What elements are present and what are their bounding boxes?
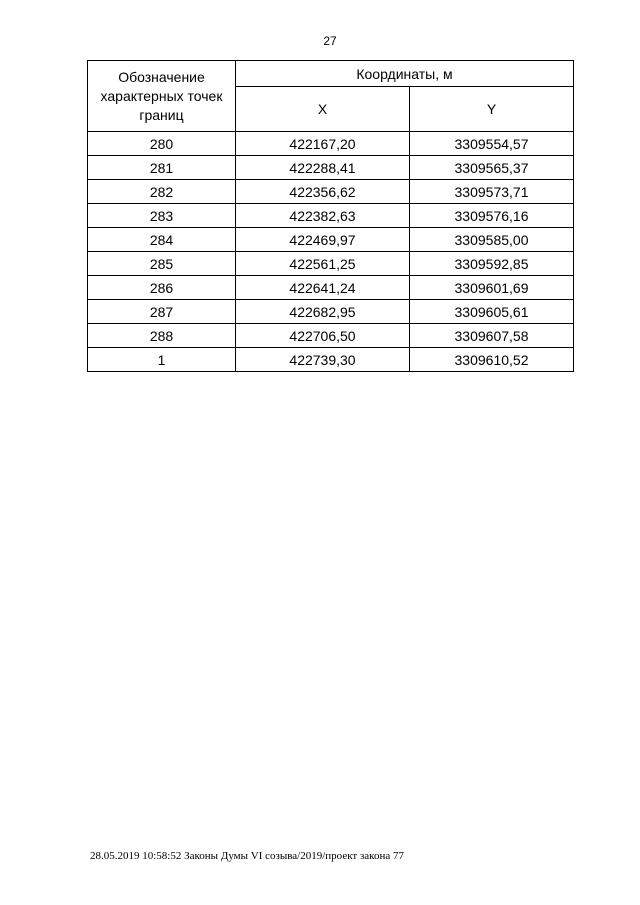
point-cell: 285 — [88, 252, 236, 276]
point-column-header: Обозначение характерных точек границ — [88, 61, 236, 132]
coordinates-group-header: Координаты, м — [236, 61, 574, 87]
table-row — [88, 156, 574, 180]
x-cell: 422288,41 — [236, 156, 410, 180]
point-cell: 1 — [88, 348, 236, 372]
x-cell: 422706,50 — [236, 324, 410, 348]
x-cell: 422739,30 — [236, 348, 410, 372]
y-cell: 3309585,00 — [410, 228, 574, 252]
x-column-header: X — [236, 87, 410, 132]
x-cell: 422641,24 — [236, 276, 410, 300]
point-cell: 282 — [88, 180, 236, 204]
table-row — [88, 132, 574, 156]
y-cell: 3309592,85 — [410, 252, 574, 276]
coordinates-table — [87, 60, 574, 372]
x-cell: 422356,62 — [236, 180, 410, 204]
x-cell: 422561,25 — [236, 252, 410, 276]
x-cell: 422382,63 — [236, 204, 410, 228]
table-header — [88, 61, 574, 132]
x-cell: 422682,95 — [236, 300, 410, 324]
y-cell: 3309610,52 — [410, 348, 574, 372]
y-cell: 3309576,16 — [410, 204, 574, 228]
table-row — [88, 252, 574, 276]
point-cell: 281 — [88, 156, 236, 180]
table-row — [88, 300, 574, 324]
point-cell: 287 — [88, 300, 236, 324]
point-cell: 286 — [88, 276, 236, 300]
table-row — [88, 348, 574, 372]
y-cell: 3309601,69 — [410, 276, 574, 300]
page-number: 27 — [323, 34, 337, 48]
table-row — [88, 324, 574, 348]
x-cell: 422469,97 — [236, 228, 410, 252]
table-row — [88, 204, 574, 228]
table-row — [88, 276, 574, 300]
y-cell: 3309573,71 — [410, 180, 574, 204]
point-cell: 280 — [88, 132, 236, 156]
point-cell: 284 — [88, 228, 236, 252]
y-cell: 3309605,61 — [410, 300, 574, 324]
x-cell: 422167,20 — [236, 132, 410, 156]
table-row — [88, 228, 574, 252]
y-cell: 3309607,58 — [410, 324, 574, 348]
point-cell: 283 — [88, 204, 236, 228]
document-footer: 28.05.2019 10:58:52 Законы Думы VI созыва/2019/проект закона 77 — [90, 850, 404, 862]
y-cell: 3309554,57 — [410, 132, 574, 156]
y-cell: 3309565,37 — [410, 156, 574, 180]
table-row — [88, 180, 574, 204]
point-cell: 288 — [88, 324, 236, 348]
y-column-header: Y — [410, 87, 574, 132]
